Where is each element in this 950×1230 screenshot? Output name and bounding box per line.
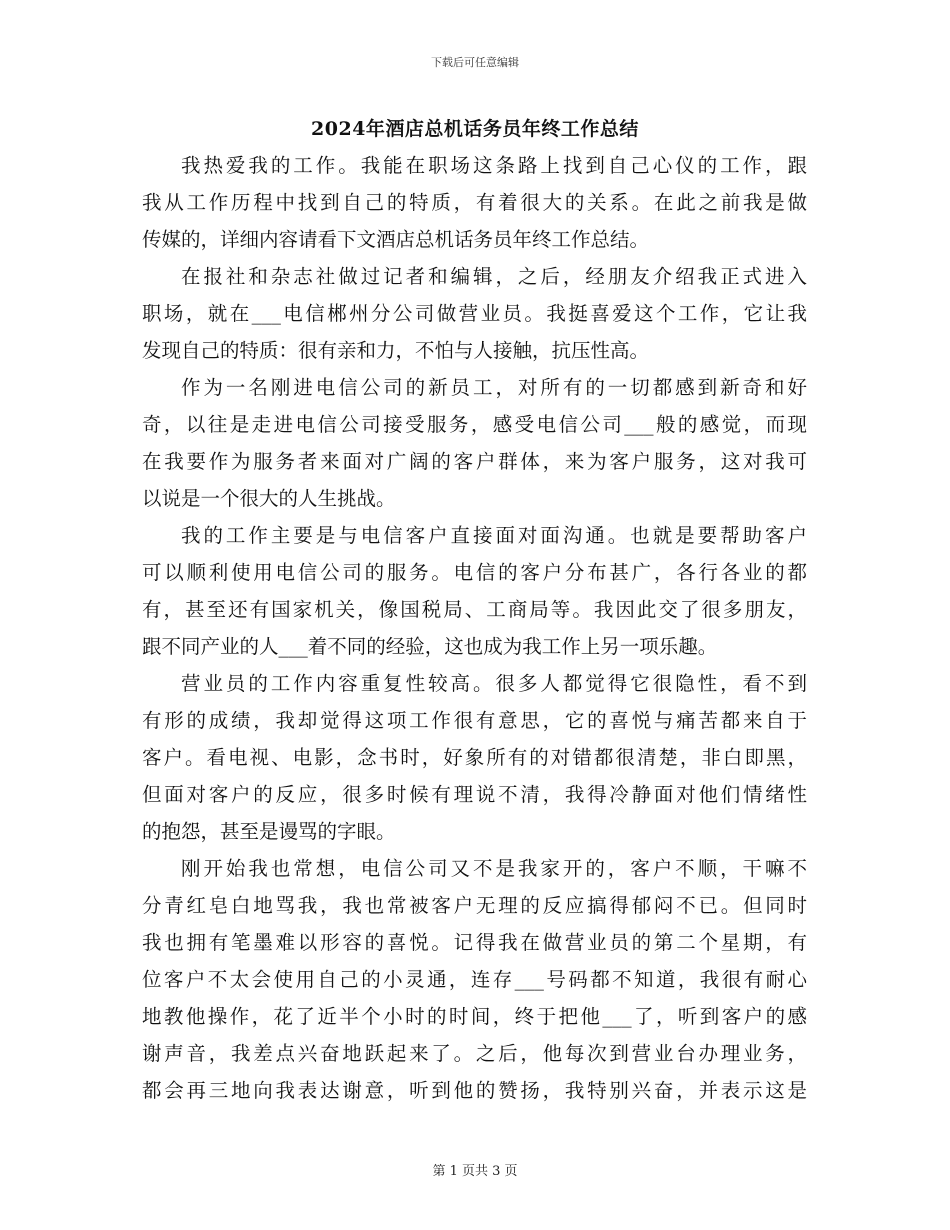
text-line: 在我要作为服务者来面对广阔的客户群体，来为客户服务，这对我可 — [142, 450, 807, 473]
document-title: 2024年酒店总机话务员年终工作总结 — [311, 118, 639, 140]
text-line: 奇，以往是走进电信公司接受服务，感受电信公司___般的感觉，而现 — [142, 413, 807, 436]
text-line: 在报社和杂志社做过记者和编辑，之后，经朋友介绍我正式进入 — [181, 265, 807, 288]
text-line: 作为一名刚进电信公司的新员工，对所有的一切都感到新奇和好 — [181, 376, 807, 399]
page-footer: 第 1 页共 3 页 — [432, 1164, 518, 1179]
text-line: 我从工作历程中找到自己的特质，有着很大的关系。在此之前我是做 — [142, 191, 807, 214]
document-body — [142, 147, 807, 1109]
text-line: 我也拥有笔墨难以形容的喜悦。记得我在做营业员的第二个星期，有 — [142, 931, 807, 954]
paragraph — [142, 147, 807, 258]
text-line: 地教他操作，花了近半个小时的时间，终于把他___了，听到客户的感 — [142, 1005, 807, 1028]
text-line: 有形的成绩，我却觉得这项工作很有意思，它的喜悦与痛苦都来自于 — [142, 709, 807, 732]
text-line: 都会再三地向我表达谢意，听到他的赞扬，我特别兴奋，并表示这是 — [142, 1079, 807, 1102]
paragraph — [142, 665, 807, 850]
page-header: 下载后可任意编辑 — [431, 56, 519, 69]
text-line: 分青红皂白地骂我，我也常被客户无理的反应搞得郁闷不已。但同时 — [142, 894, 807, 917]
text-line: 跟不同产业的人___着不同的经验，这也成为我工作上另一项乐趣。 — [142, 635, 718, 658]
text-line: 刚开始我也常想，电信公司又不是我家开的，客户不顺，干嘛不 — [181, 857, 807, 880]
text-line: 以说是一个很大的人生挑战。 — [142, 487, 396, 510]
text-line: 发现自己的特质：很有亲和力，不怕与人接触，抗压性高。 — [142, 339, 650, 362]
text-line: 可以顺利使用电信公司的服务。电信的客户分布甚广，各行各业的都 — [142, 561, 807, 584]
text-line: 传媒的，详细内容请看下文酒店总机话务员年终工作总结。 — [142, 228, 650, 251]
paragraph — [142, 369, 807, 517]
text-line: 但面对客户的反应，很多时候有理说不清，我得冷静面对他们情绪性 — [142, 783, 807, 806]
text-line: 客户。看电视、电影，念书时，好象所有的对错都很清楚，非白即黑， — [142, 746, 807, 769]
text-line: 有，甚至还有国家机关，像国税局、工商局等。我因此交了很多朋友， — [142, 598, 807, 621]
text-line: 位客户不太会使用自己的小灵通，连存___号码都不知道，我很有耐心 — [142, 968, 807, 991]
text-line: 的抱怨，甚至是谩骂的字眼。 — [142, 820, 396, 843]
text-line: 我热爱我的工作。我能在职场这条路上找到自己心仪的工作，跟 — [181, 154, 807, 177]
paragraph — [142, 850, 807, 1109]
text-line: 我的工作主要是与电信客户直接面对面沟通。也就是要帮助客户 — [181, 524, 807, 547]
paragraph — [142, 517, 807, 665]
text-line: 营业员的工作内容重复性较高。很多人都觉得它很隐性，看不到 — [181, 672, 807, 695]
text-line: 职场，就在___电信郴州分公司做营业员。我挺喜爱这个工作，它让我 — [142, 302, 807, 325]
text-line: 谢声音，我差点兴奋地跃起来了。之后，他每次到营业台办理业务， — [142, 1042, 807, 1065]
paragraph — [142, 258, 807, 369]
